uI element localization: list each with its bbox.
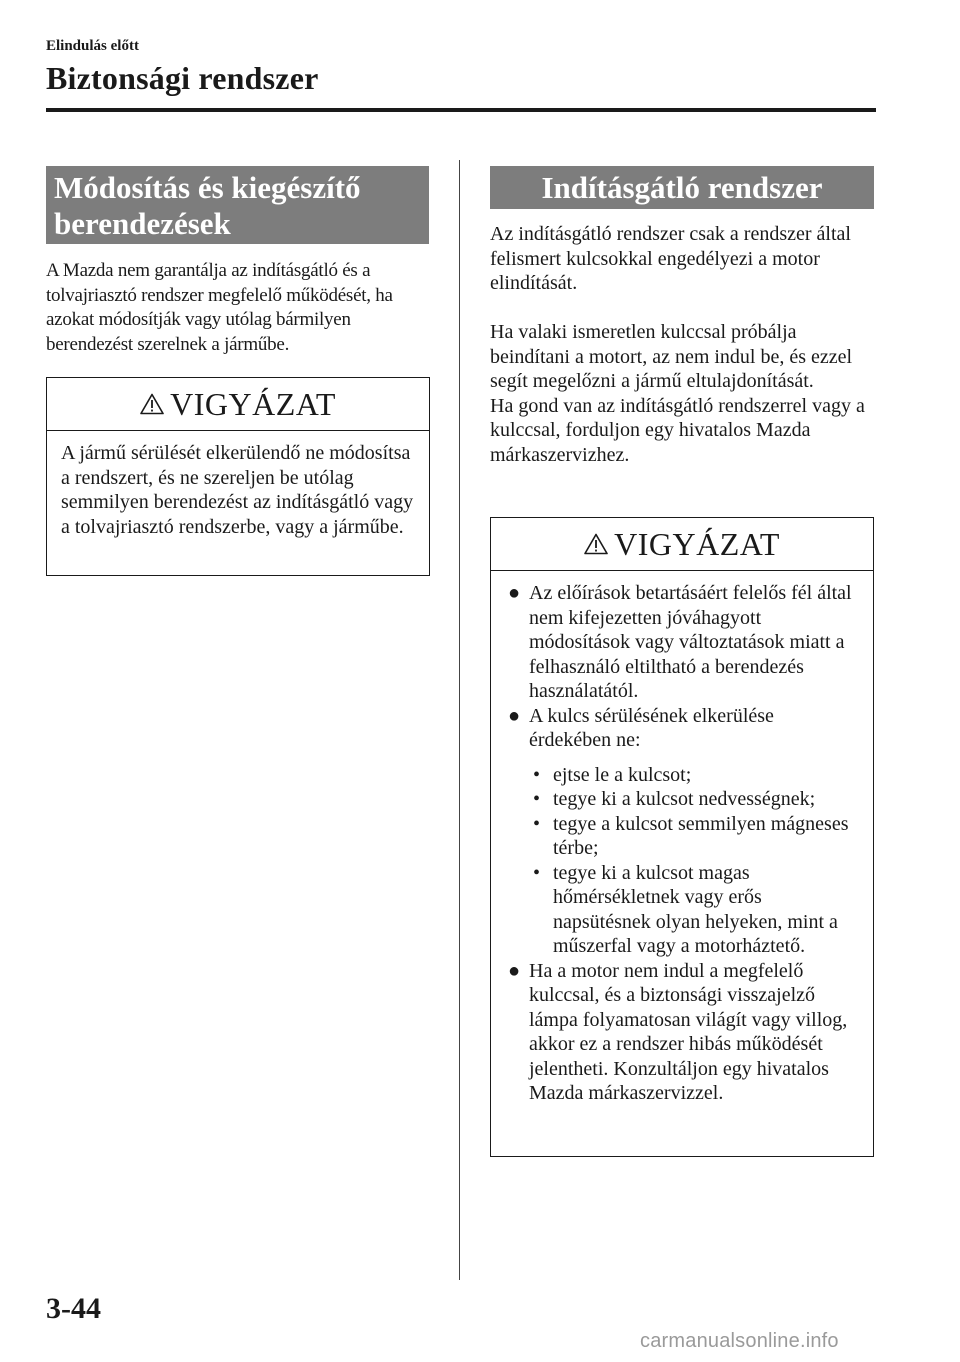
caution-title: VIGYÁZAT	[170, 385, 336, 422]
caution-subbullet-list	[529, 763, 859, 959]
subbullet-icon: •	[533, 812, 541, 835]
heading-modification-line1: Módosítás és kiegészítő	[54, 170, 361, 205]
immobilizer-paragraph-1: Az indításgátló rendszer csak a rendszer által felismert kulcsokkal engedélyezi a motor elindítását.	[490, 223, 851, 294]
heading-modification	[46, 166, 429, 244]
caution-header	[47, 378, 429, 431]
subbullet-icon: •	[533, 788, 541, 810]
column-divider	[459, 160, 460, 1280]
subbullet-text: tegye a kulcsot semmilyen mágneses térbe;	[553, 812, 849, 859]
list-item	[529, 787, 859, 812]
subbullet-text: ejtse le a kulcsot;	[553, 763, 692, 786]
immobilizer-paragraph-2a: Ha valaki ismeretlen kulccsal próbálja beindítani a motort, az nem indul be, és ezzel segít megelőzni a jármű eltulajdonítását.	[490, 321, 853, 392]
list-item	[505, 581, 859, 704]
caution-body	[491, 571, 873, 1106]
heading-immobilizer: Indításgátló rendszer	[490, 166, 874, 209]
immobilizer-paragraph-2	[490, 320, 874, 467]
bullet-text: Az előírások betartásáért felelős fél által nem kifejezetten jóváhagyott módosítások vagy változtatások miatt a felhasználó eltiltható a berendezés használatától.	[529, 582, 852, 702]
bullet-text: A kulcs sérülésének elkerülése érdekében ne:	[529, 704, 774, 751]
modification-paragraph: A Mazda nem garantálja az indításgátló és a tolvajriasztó rendszer megfelelő működését, ha azokat módosítják vagy utólag bármilyen berendezést szerelnek a járműbe.	[46, 260, 393, 355]
subbullet-icon: •	[533, 763, 541, 786]
bullet-icon: ●	[508, 959, 521, 982]
subbullet-icon: •	[533, 861, 541, 884]
list-item	[505, 704, 859, 959]
list-item	[529, 763, 859, 788]
warning-triangle-icon	[140, 393, 164, 415]
bullet-text: Ha a motor nem indul a megfelelő kulccsal, és a biztonsági visszajelző lámpa folyamatosan világít vagy villog, akkor ez a rendszer hibás működését jelentheti. Konzultáljon egy hivatalos Mazda márkaszervizzel.	[529, 959, 848, 1104]
caution-bullet-list	[505, 581, 859, 1106]
caution-title: VIGYÁZAT	[614, 525, 780, 562]
caution-header	[491, 518, 873, 571]
chapter-label: Elindulás előtt	[46, 38, 139, 54]
heading-modification-line2: berendezések	[54, 206, 231, 241]
list-item	[529, 861, 859, 959]
watermark: carmanualsonline.info	[640, 1330, 839, 1352]
caution-text: A jármű sérülését elkerülendő ne módosítsa a rendszert, és ne szereljen be utólag semmilyen berendezést az indításgátló vagy a tolvajriasztó rendszerbe, vagy a járműbe.	[61, 442, 414, 538]
list-item	[529, 812, 859, 861]
caution-body	[47, 431, 429, 539]
title-rule	[46, 108, 876, 112]
immobilizer-paragraph-2b: Ha gond van az indításgátló rendszerrel vagy a kulccsal, forduljon egy hivatalos Mazda márkaszervizhez.	[490, 394, 865, 466]
caution-box-left	[46, 377, 430, 576]
warning-triangle-icon	[584, 533, 608, 555]
list-item	[505, 959, 859, 1106]
page-number: 3-44	[46, 1292, 101, 1325]
bullet-icon: ●	[508, 582, 521, 604]
subbullet-text: tegye ki a kulcsot nedvességnek;	[553, 788, 816, 810]
bullet-icon: ●	[508, 704, 521, 727]
caution-box-right	[490, 517, 874, 1157]
section-title: Biztonsági rendszer	[46, 60, 319, 96]
subbullet-text: tegye ki a kulcsot magas hőmérsékletnek vagy erős napsütésnek olyan helyeken, mint a műszerfal vagy a motorháztető.	[553, 861, 838, 957]
